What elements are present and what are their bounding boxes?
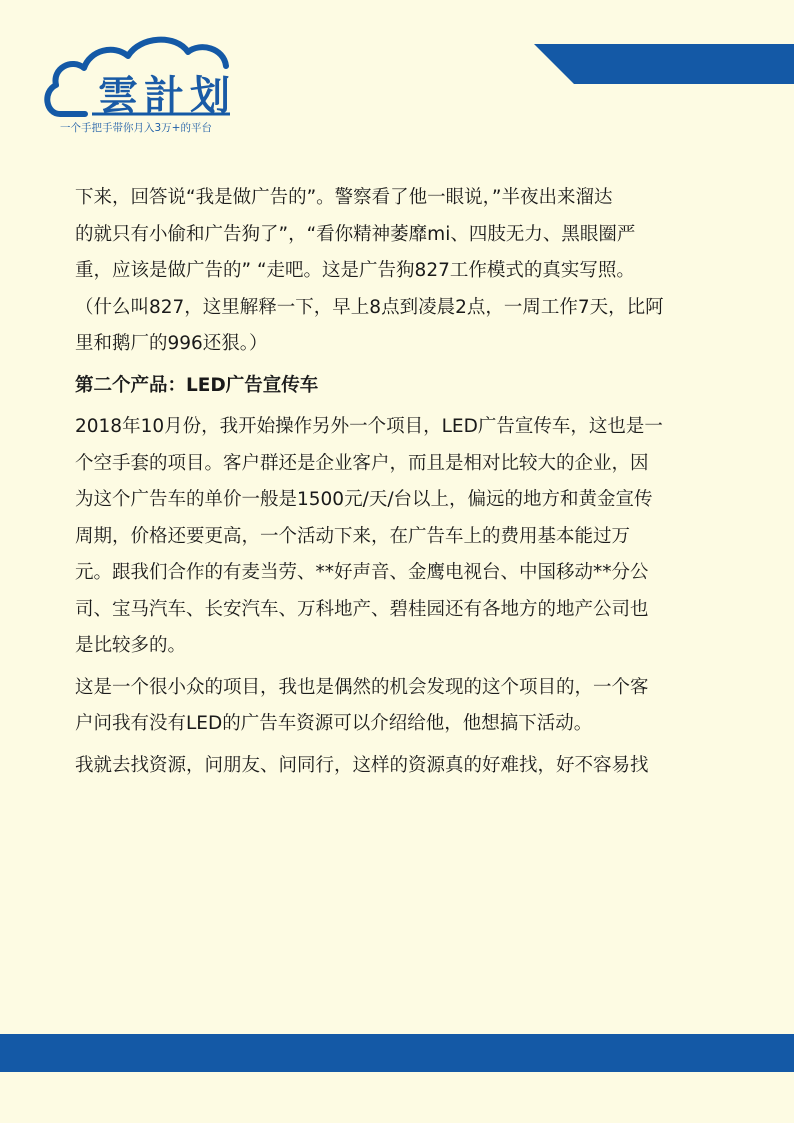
text-line: 我就去找资源，问朋友、问同行，这样的资源真的好难找，好不容易找 [75, 754, 649, 776]
paragraph [75, 670, 725, 743]
text-line: 个空手套的项目。客户群还是企业客户，而且是相对比较大的企业，因 [75, 452, 649, 474]
text-line: 里和鹅厂的996还狠。） [75, 333, 268, 354]
text-line: 是比较多的。 [75, 635, 187, 656]
document-body [75, 180, 725, 789]
section-heading: 第二个产品：LED广告宣传车 [75, 374, 319, 396]
text-line: （什么叫827，这里解释一下，早上8点到凌晨2点，一周工作7天，比阿 [75, 296, 664, 318]
paragraph [75, 180, 725, 363]
corner-band [534, 44, 794, 84]
text-line: 元。跟我们合作的有麦当劳、**好声音、金鹰电视台、中国移动**分公 [75, 562, 649, 583]
tagline: 一个手把手带你月入3万+的平台 [60, 122, 212, 134]
text-line: 司、宝马汽车、长安汽车、万科地产、碧桂园还有各地方的地产公司也 [75, 598, 649, 620]
brand-logo [40, 28, 240, 138]
text-line: 周期，价格还要更高，一个活动下来，在广告车上的费用基本能过万 [75, 525, 631, 547]
text-line: 2018年10月份，我开始操作另外一个项目，LED广告宣传车，这也是一 [75, 416, 663, 437]
text-line: 为这个广告车的单价一般是1500元/天/台以上，偏远的地方和黄金宣传 [75, 489, 653, 510]
text-line: 的就只有小偷和广告狗了”，“看你精神萎靡mi、四肢无力、黑眼圈严 [75, 223, 636, 245]
paragraph [75, 748, 725, 785]
paragraph [75, 409, 725, 665]
logo-text: 雲計划 [98, 72, 236, 119]
text-line: 下来，回答说“我是做广告的”。警察看了他一眼说，”半夜出来溜达 [75, 187, 613, 208]
text-line: 户问我有没有LED的广告车资源可以介绍给他，他想搞下活动。 [75, 713, 593, 734]
text-line: 重，应该是做广告的” “走吧。这是广告狗827工作模式的真实写照。 [75, 260, 635, 281]
footer-band [0, 1034, 794, 1072]
text-line: 这是一个很小众的项目，我也是偶然的机会发现的这个项目的，一个客 [75, 676, 649, 698]
